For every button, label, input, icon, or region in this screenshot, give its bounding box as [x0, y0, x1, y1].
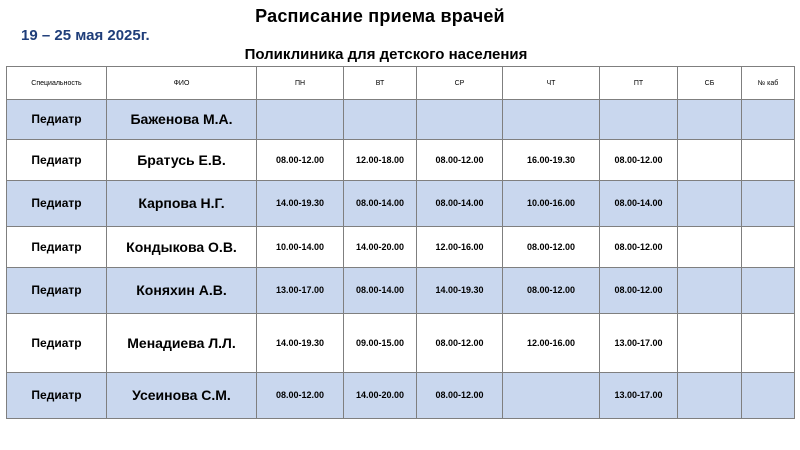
- mon-cell: 13.00-17.00: [257, 267, 344, 313]
- wed-cell: 08.00-12.00: [417, 313, 503, 372]
- col-header-sat: СБ: [678, 67, 742, 100]
- table-row: [7, 180, 795, 226]
- tue-cell: 08.00-14.00: [344, 180, 417, 226]
- specialty-cell: Педиатр: [7, 372, 107, 418]
- table-row: [7, 313, 795, 372]
- room-cell: [742, 180, 795, 226]
- col-header-mon: ПН: [257, 67, 344, 100]
- fri-cell: 13.00-17.00: [600, 372, 678, 418]
- page-title: Расписание приема врачей: [255, 6, 505, 26]
- room-cell: [742, 100, 795, 140]
- fri-cell: [600, 100, 678, 140]
- table-row: [7, 226, 795, 267]
- mon-cell: 14.00-19.30: [257, 313, 344, 372]
- sat-cell: [678, 267, 742, 313]
- wed-cell: 08.00-12.00: [417, 139, 503, 180]
- mon-cell: 14.00-19.30: [257, 180, 344, 226]
- room-cell: [742, 139, 795, 180]
- wed-cell: 12.00-16.00: [417, 226, 503, 267]
- sat-cell: [678, 100, 742, 140]
- doctor-name-cell: Карпова Н.Г.: [107, 180, 257, 226]
- clinic-subtitle: Поликлиника для детского населения: [244, 46, 528, 63]
- table-header-row: [7, 67, 795, 100]
- sat-cell: [678, 372, 742, 418]
- tue-cell: [344, 100, 417, 140]
- wed-cell: 08.00-12.00: [417, 372, 503, 418]
- thu-cell: 08.00-12.00: [503, 226, 600, 267]
- table-row: [7, 139, 795, 180]
- schedule-table: [6, 66, 795, 419]
- specialty-cell: Педиатр: [7, 100, 107, 140]
- thu-cell: 10.00-16.00: [503, 180, 600, 226]
- mon-cell: [257, 100, 344, 140]
- specialty-cell: Педиатр: [7, 267, 107, 313]
- thu-cell: 12.00-16.00: [503, 313, 600, 372]
- specialty-cell: Педиатр: [7, 139, 107, 180]
- specialty-cell: Педиатр: [7, 226, 107, 267]
- col-header-fri: ПТ: [600, 67, 678, 100]
- mon-cell: 08.00-12.00: [257, 372, 344, 418]
- tue-cell: 14.00-20.00: [344, 226, 417, 267]
- sat-cell: [678, 139, 742, 180]
- tue-cell: 12.00-18.00: [344, 139, 417, 180]
- fri-cell: 08.00-14.00: [600, 180, 678, 226]
- specialty-cell: Педиатр: [7, 180, 107, 226]
- tue-cell: 14.00-20.00: [344, 372, 417, 418]
- sat-cell: [678, 313, 742, 372]
- thu-cell: 08.00-12.00: [503, 267, 600, 313]
- doctor-name-cell: Братусь Е.В.: [107, 139, 257, 180]
- thu-cell: [503, 372, 600, 418]
- room-cell: [742, 226, 795, 267]
- tue-cell: 09.00-15.00: [344, 313, 417, 372]
- doctor-name-cell: Менадиева Л.Л.: [107, 313, 257, 372]
- sat-cell: [678, 180, 742, 226]
- mon-cell: 10.00-14.00: [257, 226, 344, 267]
- col-header-specialty: Специальность: [7, 67, 107, 100]
- thu-cell: [503, 100, 600, 140]
- fri-cell: 13.00-17.00: [600, 313, 678, 372]
- fri-cell: 08.00-12.00: [600, 139, 678, 180]
- doctor-name-cell: Баженова М.А.: [107, 100, 257, 140]
- wed-cell: 14.00-19.30: [417, 267, 503, 313]
- doctor-name-cell: Усеинова С.М.: [107, 372, 257, 418]
- table-row: [7, 267, 795, 313]
- fri-cell: 08.00-12.00: [600, 226, 678, 267]
- table-row: [7, 100, 795, 140]
- col-header-thu: ЧТ: [503, 67, 600, 100]
- sat-cell: [678, 226, 742, 267]
- wed-cell: 08.00-14.00: [417, 180, 503, 226]
- wed-cell: [417, 100, 503, 140]
- room-cell: [742, 313, 795, 372]
- doctor-name-cell: Кондыкова О.В.: [107, 226, 257, 267]
- table-row: [7, 372, 795, 418]
- col-header-tue: ВТ: [344, 67, 417, 100]
- date-range: 19 – 25 мая 2025г.: [21, 27, 150, 44]
- mon-cell: 08.00-12.00: [257, 139, 344, 180]
- specialty-cell: Педиатр: [7, 313, 107, 372]
- fri-cell: 08.00-12.00: [600, 267, 678, 313]
- thu-cell: 16.00-19.30: [503, 139, 600, 180]
- col-header-room: № каб: [742, 67, 795, 100]
- doctor-name-cell: Коняхин А.В.: [107, 267, 257, 313]
- room-cell: [742, 372, 795, 418]
- col-header-name: ФИО: [107, 67, 257, 100]
- tue-cell: 08.00-14.00: [344, 267, 417, 313]
- col-header-wed: СР: [417, 67, 503, 100]
- room-cell: [742, 267, 795, 313]
